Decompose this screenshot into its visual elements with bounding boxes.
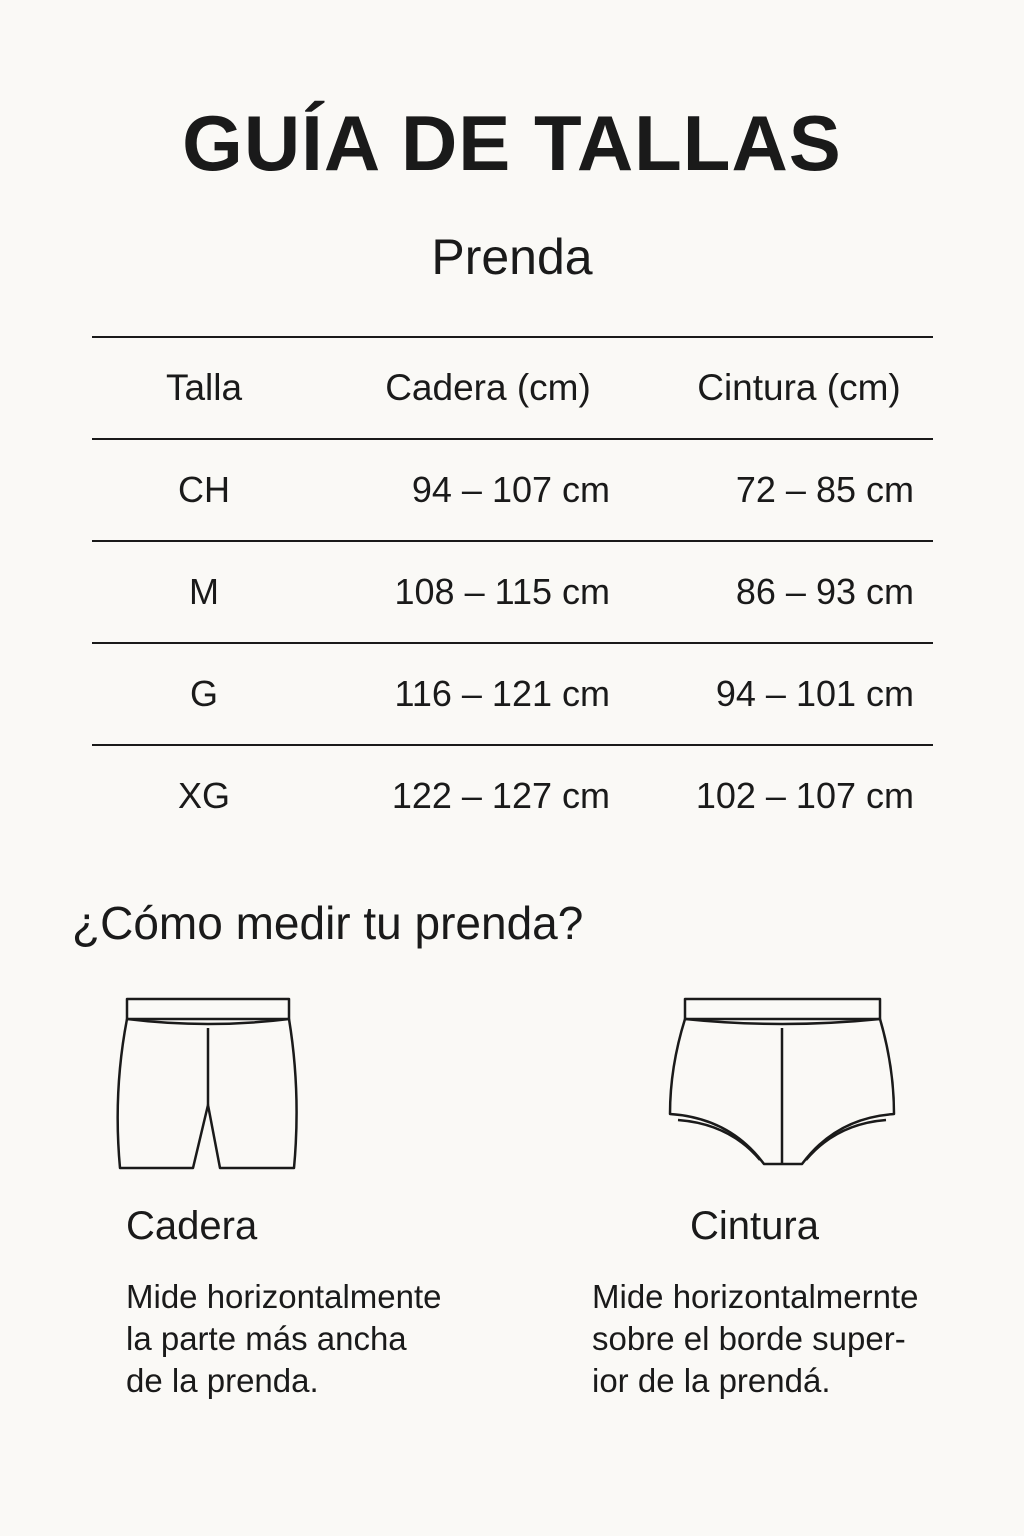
measure-desc-cadera: Mide horizontalmente la parte más ancha de la prenda.	[126, 1278, 442, 1399]
cell-cintura: 94 – 101 cm	[715, 673, 914, 714]
header-talla: Talla	[165, 367, 243, 408]
cell-cadera: 94 – 107 cm	[411, 469, 610, 510]
howto-heading: ¿Cómo medir tu prenda?	[72, 897, 584, 949]
cell-talla: G	[189, 673, 218, 714]
cell-cintura: 102 – 107 cm	[695, 775, 914, 816]
measure-title-cintura: Cintura	[690, 1204, 819, 1248]
table-row	[92, 542, 933, 642]
cell-talla: CH	[178, 469, 230, 510]
cell-cadera: 122 – 127 cm	[391, 775, 610, 816]
page-title: GUÍA DE TALLAS	[182, 99, 842, 187]
table-row	[92, 644, 933, 744]
cell-cintura: 72 – 85 cm	[735, 469, 914, 510]
table-row	[92, 440, 933, 540]
briefs-icon	[664, 992, 904, 1177]
measure-desc-cintura: Mide horizontalmernte sobre el borde super- ior de la prendá.	[592, 1278, 919, 1399]
cell-cadera: 116 – 121 cm	[394, 673, 610, 714]
table-header-row	[92, 338, 933, 438]
header-cintura: Cintura (cm)	[697, 367, 901, 408]
measure-title-cadera: Cadera	[126, 1204, 258, 1248]
size-table	[92, 336, 933, 846]
shorts-icon	[112, 992, 312, 1177]
cell-talla: XG	[177, 775, 230, 816]
page-subtitle: Prenda	[431, 229, 593, 285]
header-cadera: Cadera (cm)	[385, 367, 591, 408]
cell-cadera: 108 – 115 cm	[394, 571, 610, 612]
table-row	[92, 746, 933, 846]
cell-talla: M	[189, 571, 219, 612]
cell-cintura: 86 – 93 cm	[735, 571, 914, 612]
